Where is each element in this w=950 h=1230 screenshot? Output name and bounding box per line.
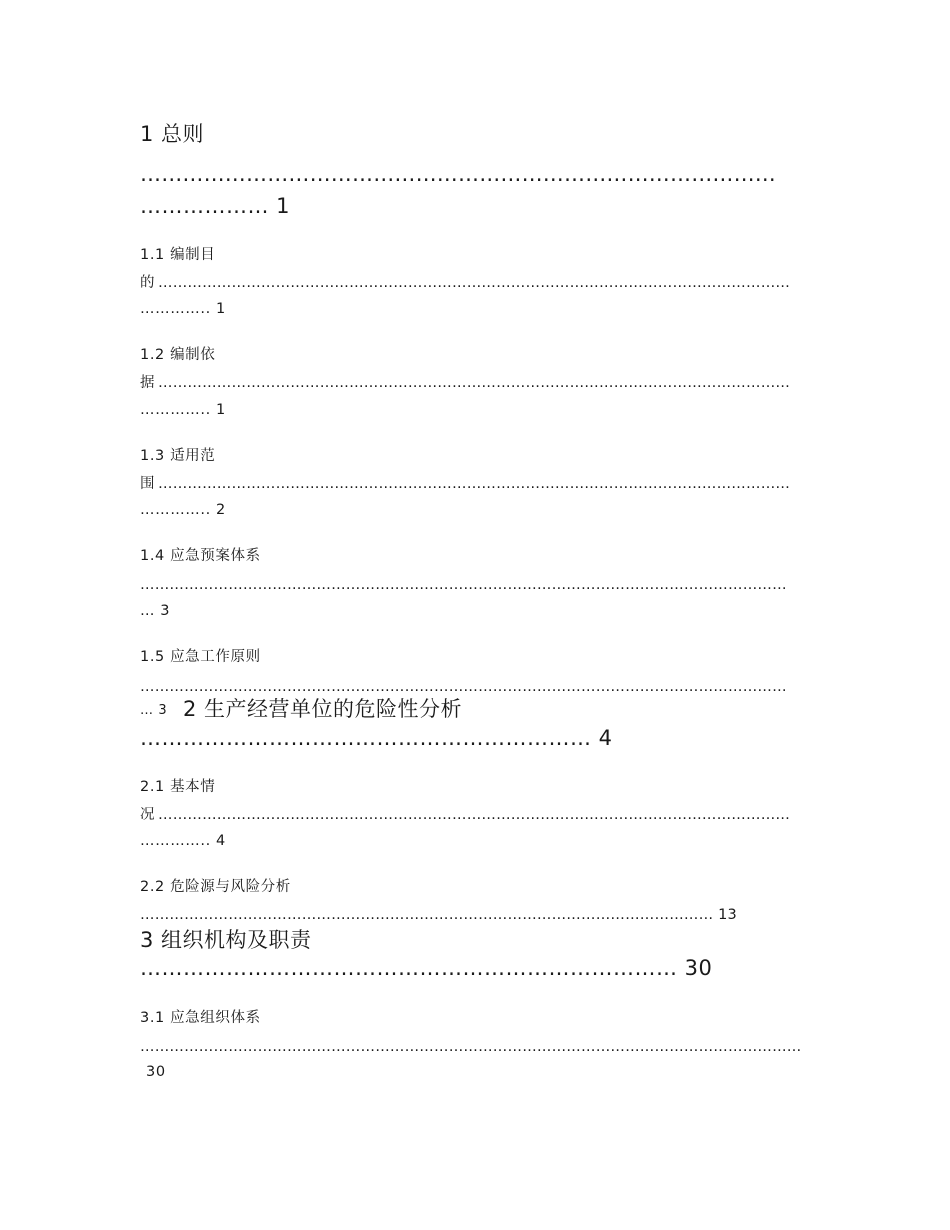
toc-entry-1-1-page: ………….. 1: [140, 301, 226, 317]
toc-entry-3-1-leader: ………………………………………………………………………………………………………………………: [140, 1040, 802, 1055]
toc-entry-1-5-page: … 3: [140, 703, 168, 718]
toc-entry-3-1-page: 30: [146, 1064, 166, 1080]
toc-leader-1: ………………………………………………………………………………: [140, 164, 776, 185]
toc-entry-1-5-leader: ……………………………………………………………………………………………………………………: [140, 680, 787, 695]
toc-heading-2: 2 生产经营单位的危险性分析: [183, 697, 463, 721]
toc-entry-1-2-title-cont: 据: [140, 375, 156, 391]
toc-heading-3: 3 组织机构及职责: [140, 928, 312, 952]
toc-entry-1-5-title: 1.5 应急工作原则: [140, 649, 261, 665]
toc-entry-1-4-leader: ……………………………………………………………………………………………………………………: [140, 578, 787, 593]
toc-entry-1-4-title: 1.4 应急预案体系: [140, 548, 261, 564]
toc-entry-2-1-page: ………….. 4: [140, 833, 226, 849]
toc-entry-1-2-title: 1.2 编制依: [140, 347, 216, 363]
toc-entry-1-4-page: … 3: [140, 603, 171, 619]
toc-heading-2-leader-page: ……………………………………………………… 4: [140, 726, 613, 750]
toc-entry-2-1-leader: …………………………………………………………………………………………………………………: [158, 808, 791, 823]
toc-entry-1-1-leader: …………………………………………………………………………………………………………………: [158, 276, 791, 291]
toc-entry-3-1-title: 3.1 应急组织体系: [140, 1010, 261, 1026]
toc-entry-1-1-title: 1.1 编制目: [140, 247, 216, 263]
toc-page-1: ……………… 1: [140, 194, 291, 218]
toc-entry-1-1-title-cont: 的: [140, 275, 156, 291]
toc-entry-1-3-leader: …………………………………………………………………………………………………………………: [158, 477, 791, 492]
toc-heading-3-leader-page: ………………………………………………………………… 30: [140, 956, 713, 980]
toc-entry-1-2-page: ………….. 1: [140, 402, 226, 418]
toc-entry-2-1-title: 2.1 基本情: [140, 779, 216, 795]
toc-entry-2-1-title-cont: 况: [140, 807, 156, 823]
toc-entry-2-2-title: 2.2 危险源与风险分析: [140, 879, 291, 895]
toc-entry-2-2-leader-page: ……………………………………………………………………………………………………… 13: [140, 908, 737, 923]
toc-entry-1-2-leader: …………………………………………………………………………………………………………………: [158, 376, 791, 391]
toc-entry-1-3-title-cont: 围: [140, 476, 156, 492]
toc-entry-1-3-title: 1.3 适用范: [140, 448, 216, 464]
toc-entry-1-3-page: ………….. 2: [140, 502, 226, 518]
toc-heading-1: 1 总则: [140, 122, 205, 146]
